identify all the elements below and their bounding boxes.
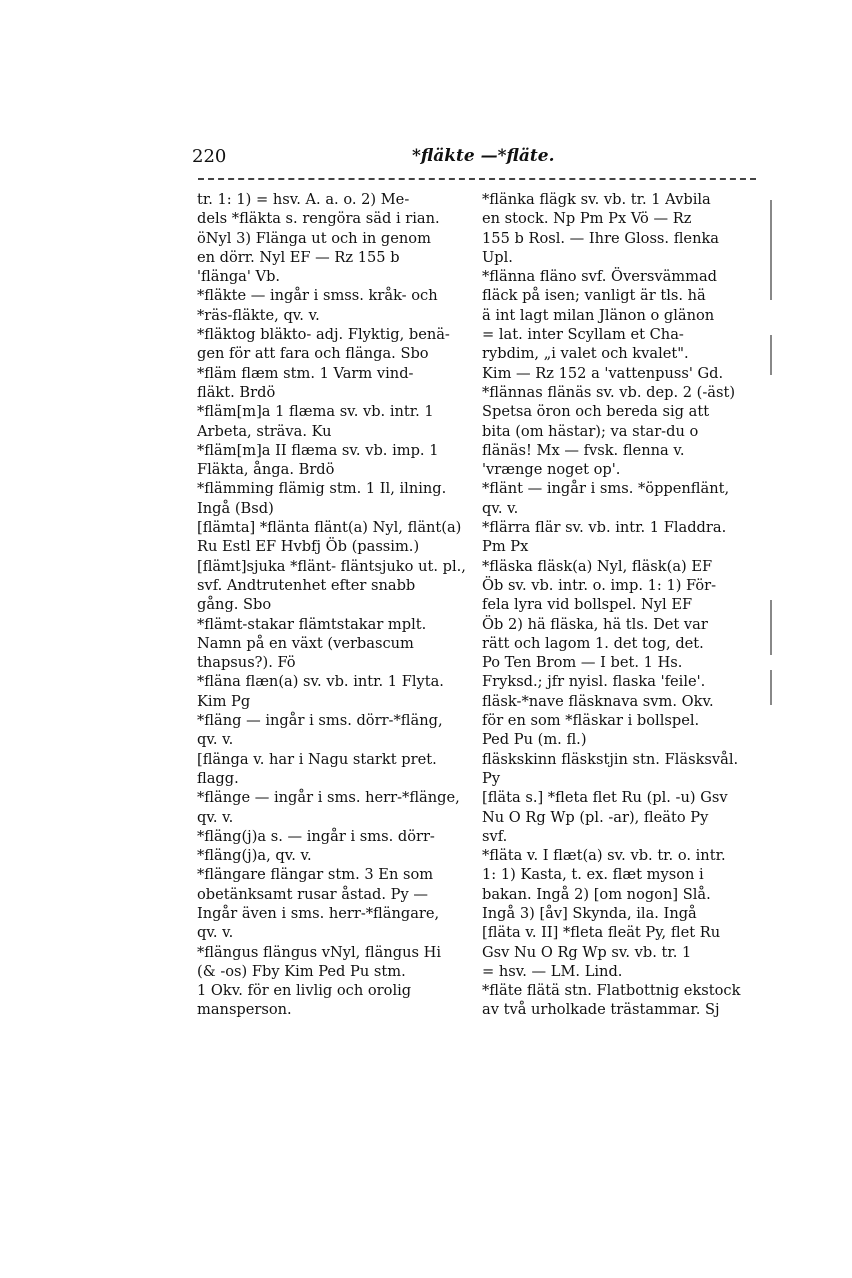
text-line: gång. Sbo (197, 596, 272, 614)
text-line: tr. 1: 1) = hsv. A. a. o. 2) Me- (197, 191, 410, 208)
text-line: fläkt. Brdö (197, 383, 276, 401)
left-column (197, 190, 475, 1020)
text-line: Kim Pg (197, 692, 251, 710)
text-line: [fläta s.] *fleta flet Ru (pl. -u) Gsv (482, 789, 728, 807)
text-line: [flämta] *flänta flänt(a) Nyl, flänt(a) (197, 519, 462, 537)
text-line: Fläkta, ånga. Brdö (197, 461, 335, 479)
text-line: *flämt-stakar flämtstakar mplt. (197, 615, 427, 633)
text-line: qv. v. (197, 924, 234, 942)
text-line: [flänga v. har i Nagu starkt pret. (197, 750, 437, 768)
text-line: fläsk-*nave fläsknava svm. Okv. (482, 692, 714, 710)
text-line: Upl. (482, 248, 513, 266)
text-line: för en som *fläskar i bollspel. (482, 712, 700, 730)
text-line: en stock. Np Pm Px Vö — Rz (482, 210, 692, 228)
text-line: rybdim, „i valet och kvalet". (482, 345, 689, 363)
text-line: ä int lagt milan Jlänon o glänon (482, 306, 715, 324)
text-line: Ingår även i sms. herr-*flängare, (197, 904, 440, 922)
text-line: Po Ten Brom — I bet. 1 Hs. (482, 654, 683, 672)
text-line: thapsus?). Fö (197, 654, 296, 672)
page-edge-mark (770, 200, 772, 300)
text-line: *flännas flänäs sv. vb. dep. 2 (-äst) (482, 383, 736, 401)
text-line: svf. (482, 827, 508, 845)
text-line: fläskskinn fläskstjin stn. Fläsksvål. (482, 750, 739, 768)
text-line: *flärra flär sv. vb. intr. 1 Fladdra. (482, 519, 727, 537)
text-line: *fläkte — ingår i smss. kråk- och (197, 287, 438, 305)
text-line: Ingå (Bsd) (197, 499, 274, 517)
text-line: 155 b Rosl. — Ihre Gloss. flenka (482, 229, 720, 247)
text-line: Öb sv. vb. intr. o. imp. 1: 1) För- (482, 576, 717, 594)
text-line: 1: 1) Kasta, t. ex. flæt myson i (482, 866, 704, 884)
text-line: Py (482, 769, 501, 787)
text-line: obetänksamt rusar åstad. Py — (197, 885, 428, 903)
text-line: *flänna fläno svf. Översvämmad (482, 268, 717, 286)
page-edge-mark (770, 335, 772, 375)
text-line: *flänka flägk sv. vb. tr. 1 Avbila (482, 191, 711, 208)
text-line: *fläm[m]a II flæma sv. vb. imp. 1 (197, 441, 439, 459)
text-line: en dörr. Nyl EF — Rz 155 b (197, 248, 400, 266)
text-line: Gsv Nu O Rg Wp sv. vb. tr. 1 (482, 943, 692, 961)
text-line: *fläm[m]a 1 flæma sv. vb. intr. 1 (197, 403, 434, 421)
text-line: qv. v. (197, 731, 234, 749)
page-number: 220 (192, 146, 227, 167)
text-line: *flängus flängus vNyl, flängus Hi (197, 943, 442, 961)
text-line: *fläna flæn(a) sv. vb. intr. 1 Flyta. (197, 673, 444, 691)
text-line: Ru Estl EF Hvbfj Öb (passim.) (197, 538, 420, 556)
text-line: Ped Pu (m. fl.) (482, 731, 587, 749)
text-line: rätt och lagom 1. det tog, det. (482, 634, 704, 652)
text-line: gen för att fara och flänga. Sbo (197, 345, 429, 363)
text-line: bakan. Ingå 2) [om nogon] Slå. (482, 885, 711, 903)
text-line: *flämming flämig stm. 1 Il, ilning. (197, 480, 447, 498)
text-line: fela lyra vid bollspel. Nyl EF (482, 596, 693, 614)
text-line: fläck på isen; vanligt är tls. hä (482, 287, 706, 305)
text-line: Öb 2) hä fläska, hä tls. Det var (482, 615, 708, 633)
text-line: qv. v. (482, 499, 519, 517)
text-line: bita (om hästar); va star-du o (482, 422, 699, 440)
text-line: Kim — Rz 152 a 'vattenpuss' Gd. (482, 364, 724, 382)
text-line: = hsv. — LM. Lind. (482, 962, 623, 980)
text-line: svf. Andtrutenhet efter snabb (197, 576, 416, 594)
text-line: dels *fläkta s. rengöra säd i rian. (197, 210, 440, 228)
text-line: *flängare flängar stm. 3 En som (197, 866, 434, 884)
text-line: Pm Px (482, 538, 529, 556)
text-line: *fläng(j)a, qv. v. (197, 847, 312, 865)
header-rule (198, 178, 756, 180)
text-line: öNyl 3) Flänga ut och in genom (197, 229, 431, 247)
text-line: mansperson. (197, 1001, 292, 1019)
page-header (192, 146, 760, 170)
text-line: Namn på en växt (verbascum (197, 634, 414, 652)
text-line: 'flänga' Vb. (197, 268, 281, 286)
text-line: Fryksd.; jfr nyisl. flaska 'feile'. (482, 673, 706, 691)
page-edge-mark (770, 670, 772, 705)
text-line: *fläng — ingår i sms. dörr-*fläng, (197, 712, 443, 730)
text-line: *fläng(j)a s. — ingår i sms. dörr- (197, 827, 435, 845)
text-line: *fläta v. I flæt(a) sv. vb. tr. o. intr. (482, 847, 726, 865)
text-line: *räs-fläkte, qv. v. (197, 306, 320, 324)
text-line: = lat. inter Scyllam et Cha- (482, 326, 684, 344)
text-line: Spetsa öron och bereda sig att (482, 403, 710, 421)
text-line: Ingå 3) [åv] Skynda, ila. Ingå (482, 904, 697, 922)
text-line: 1 Okv. för en livlig och orolig (197, 982, 412, 1000)
text-line: [fläta v. II] *fleta fleät Py, flet Ru (482, 924, 721, 942)
text-line: Nu O Rg Wp (pl. -ar), fleäto Py (482, 808, 709, 826)
text-line: *flänge — ingår i sms. herr-*flänge, (197, 789, 460, 807)
text-line: qv. v. (197, 808, 234, 826)
page-edge-mark (770, 600, 772, 655)
text-line: [flämt]sjuka *flänt- fläntsjuko ut. pl., (197, 557, 466, 575)
running-title: *fläkte —*fläte. (412, 146, 555, 166)
text-line: flänäs! Mx — fvsk. flenna v. (482, 441, 685, 459)
text-line: *fläktog bläkto- adj. Flyktig, benä- (197, 326, 450, 344)
text-line: 'vrænge noget op'. (482, 461, 621, 479)
text-line: flagg. (197, 769, 239, 787)
text-line: *fläte flätä stn. Flatbottnig ekstock (482, 982, 741, 1000)
text-line: av två urholkade trästammar. Sj (482, 1001, 720, 1019)
text-line: *fläska fläsk(a) Nyl, fläsk(a) EF (482, 557, 713, 575)
text-line: Arbeta, sträva. Ku (197, 422, 332, 440)
text-line: *flänt — ingår i sms. *öppenflänt, (482, 480, 730, 498)
right-column (482, 190, 768, 1020)
text-line: (& -os) Fby Kim Ped Pu stm. (197, 962, 406, 980)
text-line: *fläm flæm stm. 1 Varm vind- (197, 364, 414, 382)
